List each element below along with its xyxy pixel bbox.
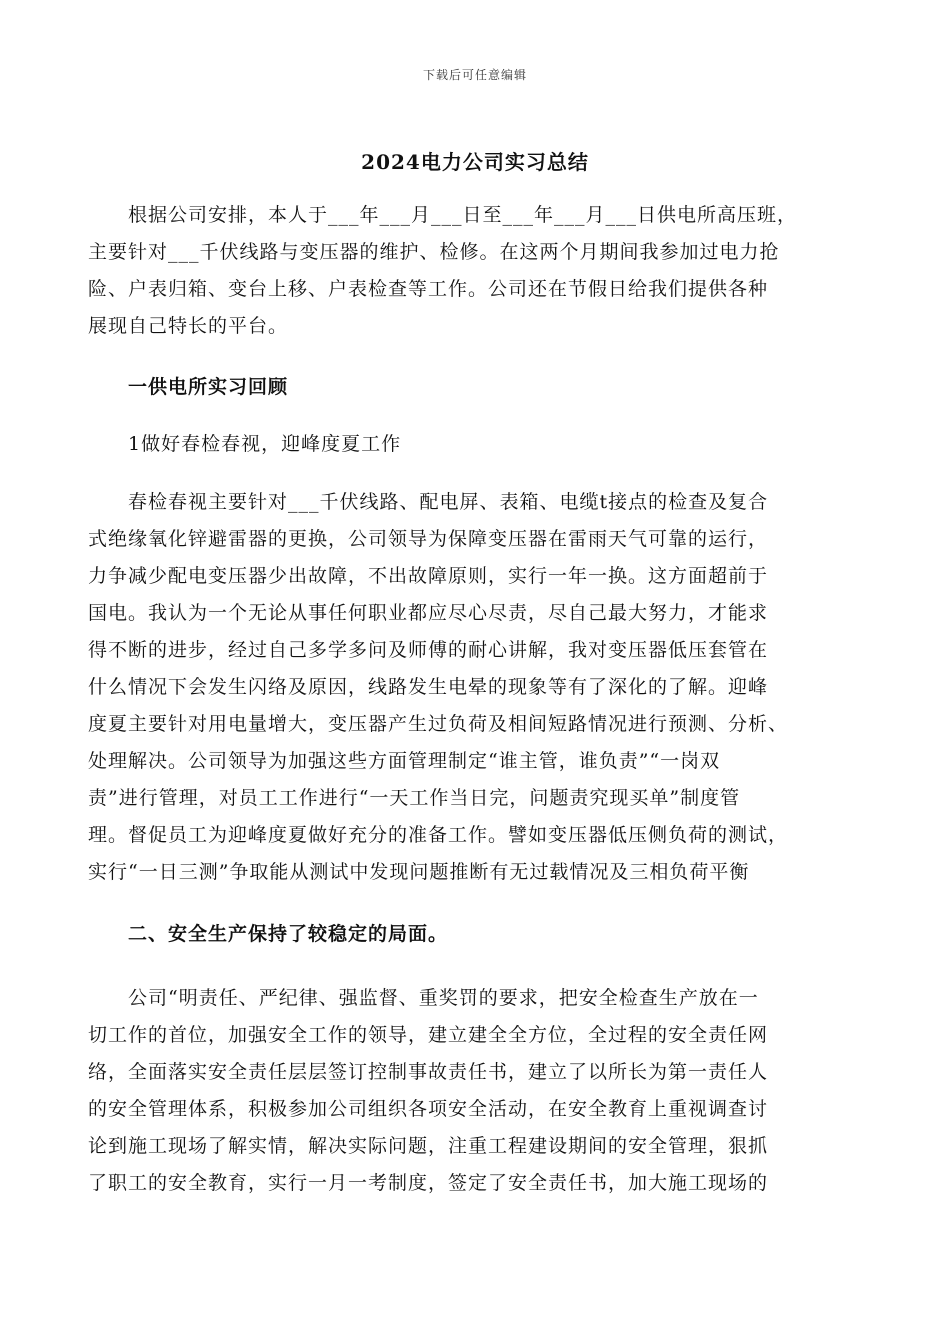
paragraph-line: 险、户表归箱、变台上移、户表检查等工作。公司还在节假日给我们提供各种 — [88, 278, 769, 300]
paragraph-line: 式绝缘氧化锌避雷器的更换，公司领导为保障变压器在雷雨天气可靠的运行， — [88, 528, 769, 550]
paragraph-line: 根据公司安排，本人于___年___月___日至___年___月___日供电所高压班， — [88, 204, 798, 226]
paragraph-line: 理。督促员工为迎峰度夏做好充分的准备工作。譬如变压器低压侧负荷的测试， — [88, 824, 789, 846]
document-title: 2024电力公司实习总结 — [361, 150, 589, 174]
paragraph-line: 得不断的进步，经过自己多学多问及师傅的耐心讲解，我对变压器低压套管在 — [88, 639, 769, 661]
paragraph-line: 络，全面落实安全责任层层签订控制事故责任书，建立了以所长为第一责任人 — [88, 1061, 769, 1083]
paragraph-line: 了职工的安全教育，实行一月一考制度，签定了安全责任书，加大施工现场的 — [88, 1172, 769, 1194]
paragraph-line: 力争减少配电变压器少出故障，不出故障原则，实行一年一换。这方面超前于 — [88, 565, 769, 587]
section-heading: 二、安全生产保持了较稳定的局面。 — [88, 923, 449, 945]
paragraph-line: 什么情况下会发生闪络及原因，线路发生电晕的现象等有了深化的了解。迎峰 — [88, 676, 769, 698]
paragraph-line: 实行“一日三测”争取能从测试中发现问题推断有无过载情况及三相负荷平衡 — [88, 861, 750, 883]
paragraph-line: 主要针对___千伏线路与变压器的维护、检修。在这两个月期间我参加过电力抢 — [88, 241, 780, 263]
paragraph-line: 处理解决。公司领导为加强这些方面管理制定“谁主管，谁负责”“一岗双 — [88, 750, 721, 772]
paragraph-line: 度夏主要针对用电量增大，变压器产生过负荷及相间短路情况进行预测、分析、 — [88, 713, 789, 735]
paragraph-line: 切工作的首位，加强安全工作的领导，建立建全全方位，全过程的安全责任网 — [88, 1024, 769, 1046]
paragraph-line: 春检春视主要针对___千伏线路、配电屏、表箱、电缆t接点的检查及复合 — [88, 491, 769, 513]
header-note: 下载后可任意编辑 — [422, 68, 527, 82]
paragraph-line: 的安全管理体系，积极参加公司组织各项安全活动，在安全教育上重视调查讨 — [88, 1098, 769, 1120]
paragraph-line: 公司“明责任、严纪律、强监督、重奖罚的要求，把安全检查生产放在一 — [88, 987, 759, 1009]
paragraph-line: 国电。我认为一个无论从事任何职业都应尽心尽责，尽自己最大努力，才能求 — [88, 602, 769, 624]
paragraph-line: 论到施工现场了解实情，解决实际问题，注重工程建设期间的安全管理，狠抓 — [88, 1135, 769, 1157]
subheading: 1做好春检春视，迎峰度夏工作 — [88, 433, 402, 455]
paragraph-line: 责”进行管理，对员工工作进行“一天工作当日完，问题责究现买单”制度管 — [88, 787, 741, 809]
section-heading: 一供电所实习回顾 — [88, 376, 289, 398]
paragraph-line: 展现自己特长的平台。 — [88, 315, 289, 337]
